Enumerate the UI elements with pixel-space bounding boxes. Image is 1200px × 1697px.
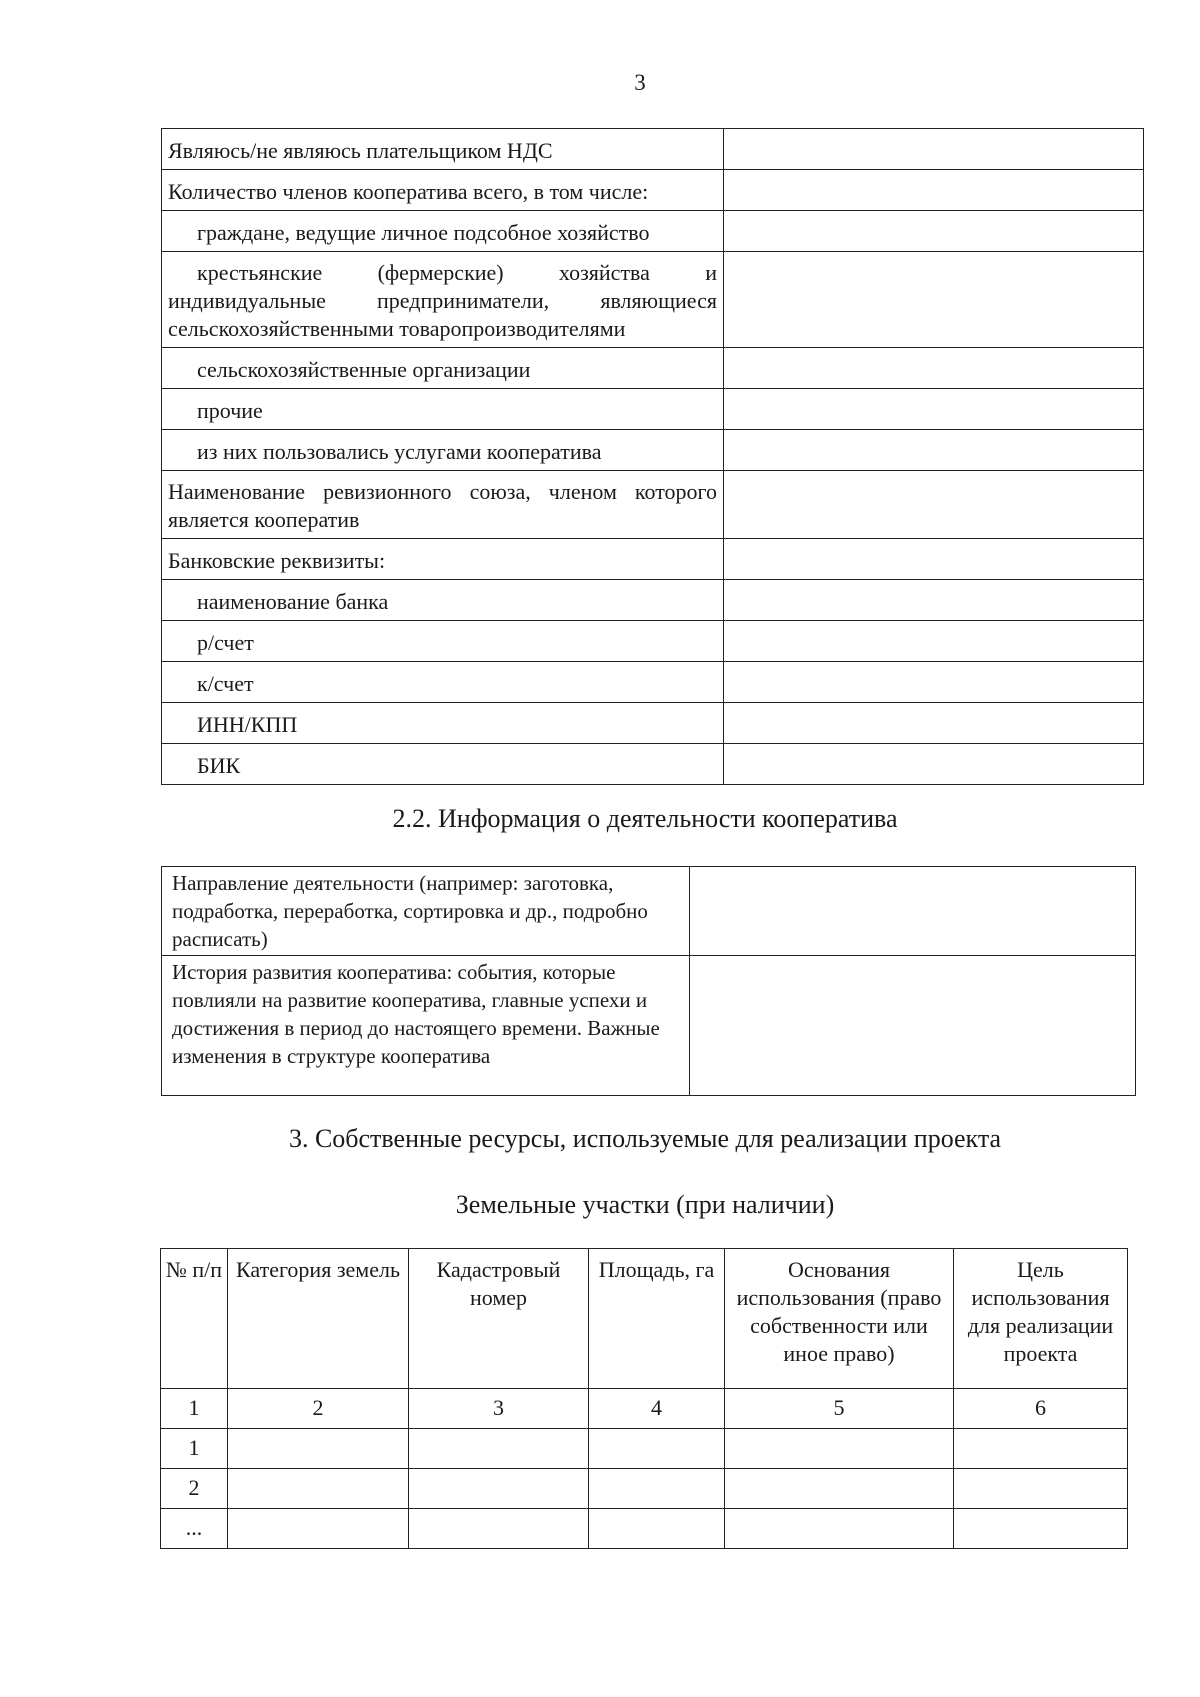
bik-field[interactable] [724, 744, 1144, 785]
column-number: 4 [589, 1389, 725, 1429]
bank-details-label: Банковские реквизиты: [162, 539, 724, 580]
table-row [162, 580, 1144, 621]
activity-direction-field[interactable] [690, 867, 1136, 956]
members-citizens-label: граждане, ведущие личное подсобное хозяйство [162, 211, 724, 252]
area-cell[interactable] [589, 1429, 725, 1469]
column-header-usage-basis: Основания использования (право собственности или иное право) [725, 1249, 954, 1389]
column-number-row [161, 1389, 1128, 1429]
section-3-heading: 3. Собственные ресурсы, используемые для реализации проекта [288, 1124, 1002, 1153]
row-number: 2 [161, 1469, 228, 1509]
members-farms-field[interactable] [724, 252, 1144, 348]
table-row [162, 662, 1144, 703]
table-row [162, 252, 1144, 348]
area-cell[interactable] [589, 1469, 725, 1509]
row-number: ... [161, 1509, 228, 1549]
members-agri-orgs-field[interactable] [724, 348, 1144, 389]
table-row [162, 389, 1144, 430]
column-header-number: № п/п [161, 1249, 228, 1389]
land-category-cell[interactable] [228, 1509, 409, 1549]
cadastral-number-cell[interactable] [409, 1469, 589, 1509]
land-category-cell[interactable] [228, 1469, 409, 1509]
vat-payer-label: Являюсь/не являюсь плательщиком НДС [162, 129, 724, 170]
land-plots-table [160, 1248, 1128, 1549]
usage-purpose-cell[interactable] [954, 1429, 1128, 1469]
settlement-account-label: р/счет [162, 621, 724, 662]
table-row [162, 744, 1144, 785]
members-farms-label: крестьянские (фермерские) хозяйства и индивидуальные предприниматели, являющиеся сельскохозяйственными товаропроизводителями [162, 252, 724, 348]
column-header-land-category: Категория земель [228, 1249, 409, 1389]
column-header-usage-purpose: Цель использования для реализации проекта [954, 1249, 1128, 1389]
bik-label: БИК [162, 744, 724, 785]
cadastral-number-cell[interactable] [409, 1429, 589, 1469]
table-row [162, 211, 1144, 252]
table-row [162, 703, 1144, 744]
table-row [162, 956, 1136, 1096]
activity-direction-label: Направление деятельности (например: заготовка, подработка, переработка, сортировка и др., подробно расписать) [162, 867, 690, 956]
table-row [162, 348, 1144, 389]
bank-details-field[interactable] [724, 539, 1144, 580]
members-total-field[interactable] [724, 170, 1144, 211]
members-other-label: прочие [162, 389, 724, 430]
section-2-2-heading: 2.2. Информация о деятельности кооператива [392, 804, 898, 833]
usage-basis-cell[interactable] [725, 1469, 954, 1509]
cadastral-number-cell[interactable] [409, 1509, 589, 1549]
members-other-field[interactable] [724, 389, 1144, 430]
settlement-account-field[interactable] [724, 621, 1144, 662]
table-row [162, 867, 1136, 956]
inn-kpp-label: ИНН/КПП [162, 703, 724, 744]
land-category-cell[interactable] [228, 1429, 409, 1469]
table-row [162, 539, 1144, 580]
usage-purpose-cell[interactable] [954, 1509, 1128, 1549]
bank-name-label: наименование банка [162, 580, 724, 621]
members-total-label: Количество членов кооператива всего, в том числе: [162, 170, 724, 211]
column-header-cadastral-number: Кадастровый номер [409, 1249, 589, 1389]
members-used-services-field[interactable] [724, 430, 1144, 471]
inn-kpp-field[interactable] [724, 703, 1144, 744]
cooperative-details-table [161, 128, 1144, 785]
usage-basis-cell[interactable] [725, 1429, 954, 1469]
development-history-label: История развития кооператива: события, которые повлияли на развитие кооператива, главные успехи и достижения в период до настоящего времени. Важные изменения в структуре кооператива [162, 956, 690, 1096]
table-row [162, 430, 1144, 471]
column-number: 6 [954, 1389, 1128, 1429]
land-plots-subheading: Земельные участки (при наличии) [455, 1190, 835, 1219]
audit-union-label: Наименование ревизионного союза, членом которого является кооператив [162, 471, 724, 539]
usage-purpose-cell[interactable] [954, 1469, 1128, 1509]
table-row [162, 471, 1144, 539]
usage-basis-cell[interactable] [725, 1509, 954, 1549]
bank-name-field[interactable] [724, 580, 1144, 621]
table-row [161, 1469, 1128, 1509]
table-row [162, 129, 1144, 170]
table-row [161, 1429, 1128, 1469]
row-number: 1 [161, 1429, 228, 1469]
correspondent-account-label: к/счет [162, 662, 724, 703]
column-number: 5 [725, 1389, 954, 1429]
table-row [162, 170, 1144, 211]
correspondent-account-field[interactable] [724, 662, 1144, 703]
members-used-services-label: из них пользовались услугами кооператива [162, 430, 724, 471]
area-cell[interactable] [589, 1509, 725, 1549]
table-row [162, 621, 1144, 662]
table-row [161, 1509, 1128, 1549]
vat-payer-field[interactable] [724, 129, 1144, 170]
column-header-area: Площадь, га [589, 1249, 725, 1389]
column-number: 3 [409, 1389, 589, 1429]
activity-info-table [161, 866, 1136, 1096]
development-history-field[interactable] [690, 956, 1136, 1096]
members-agri-orgs-label: сельскохозяйственные организации [162, 348, 724, 389]
column-number: 1 [161, 1389, 228, 1429]
audit-union-field[interactable] [724, 471, 1144, 539]
table-header-row [161, 1249, 1128, 1389]
column-number: 2 [228, 1389, 409, 1429]
page-number: 3 [634, 70, 646, 95]
members-citizens-field[interactable] [724, 211, 1144, 252]
